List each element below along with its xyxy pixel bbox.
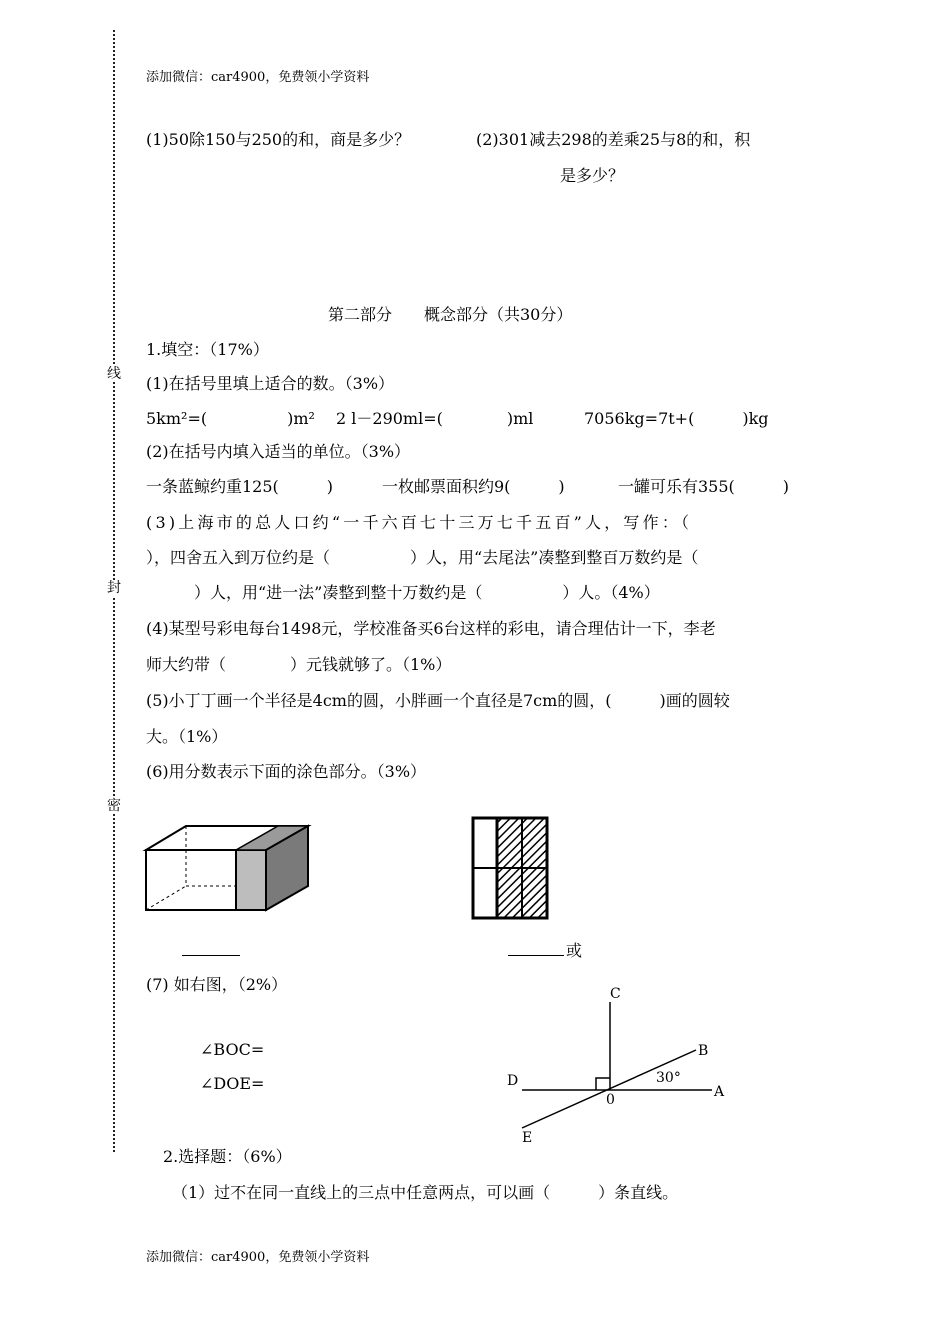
point-e-label: E [522,1130,533,1146]
angle-boc-label: ∠BOC= [200,1040,265,1059]
fill-q2-title: (2)在括号内填入适当的单位。（3%） [146,442,411,461]
line-eb [522,1050,696,1128]
answer-blank-grid[interactable] [508,955,564,956]
answer-blank-cuboid[interactable] [182,955,240,956]
point-a-label: A [714,1084,725,1100]
fill-q3-line2: ），四舍五入到万位约是（ ）人，用“去尾法”凑整到整百万数约是（ [146,548,699,567]
fill-q1-item-3: 7056kg=7t+( )kg [584,409,769,428]
calc-question-2-line2: 是多少？ [560,166,625,185]
fill-q3-line3: ）人，用“进一法”凑整到整十万数约是（ ）人。（4%） [146,583,660,602]
fill-q2-item-3: 一罐可乐有355( ) [618,477,790,496]
fill-q6-title: (6)用分数表示下面的涂色部分。（3%） [146,762,427,781]
choice-q1: （1）过不在同一直线上的三点中任意两点，可以画（ ）条直线。 [172,1183,679,1202]
point-o-label: 0 [606,1092,615,1108]
calc-question-1: (1)50除150与250的和，商是多少？ [146,130,411,149]
angle-doe-label: ∠DOE= [200,1074,265,1093]
fill-q4-line2: 师大约带（ ）元钱就够了。（1%） [146,655,452,674]
fill-q2-item-1: 一条蓝鲸约重125( ) [146,477,334,496]
fill-q1-item-1: 5km²=( )m² [146,409,315,428]
grid-fraction-figure [470,815,552,921]
seal-char-mi: 密 [107,798,121,814]
fill-q1-item-2: 2 l－290ml=( )ml [336,409,534,428]
seal-char-feng: 封 [107,580,121,596]
fill-q5-line1: (5)小丁丁画一个半径是4cm的圆，小胖画一个直径是7cm的圆，( )画的圆较 [146,691,730,710]
fill-q5-line2: 大。（1%） [146,727,228,746]
watermark-top: 添加微信：car4900，免费领小学资料 [146,70,370,85]
point-b-label: B [698,1043,709,1059]
calc-question-2-line1: (2)301减去298的差乘25与8的和，积 [476,130,751,149]
cuboid-hidden-edge-3 [146,886,186,910]
watermark-bottom: 添加微信：car4900，免费领小学资料 [146,1250,370,1265]
cuboid-shaded-front [236,850,266,910]
angle-diagram [500,980,740,1150]
fill-q1-title: (1)在括号里填上适合的数。（3%） [146,374,395,393]
part2-heading: 第二部分 概念部分（共30分） [328,305,573,324]
fill-q7-title: (7) 如右图，（2%） [146,975,288,994]
choice-title: 2.选择题：（6%） [163,1147,292,1166]
point-c-label: C [610,986,621,1002]
fill-blank-title: 1.填空：（17%） [146,340,269,359]
point-d-label: D [507,1073,519,1089]
angle-30-label: 30° [656,1070,681,1086]
fill-q2-item-2: 一枚邮票面积约9( ) [382,477,565,496]
cuboid-figure [140,820,315,915]
right-angle-mark [596,1078,610,1090]
or-label: 或 [566,941,583,960]
fill-q3-line1: (3)上海市的总人口约“一千六百七十三万七千五百”人，写作：（ [146,513,693,532]
fill-q4-line1: (4)某型号彩电每台1498元，学校准备买6台这样的彩电，请合理估计一下，李老 [146,619,716,638]
seal-char-xian: 线 [107,366,121,382]
